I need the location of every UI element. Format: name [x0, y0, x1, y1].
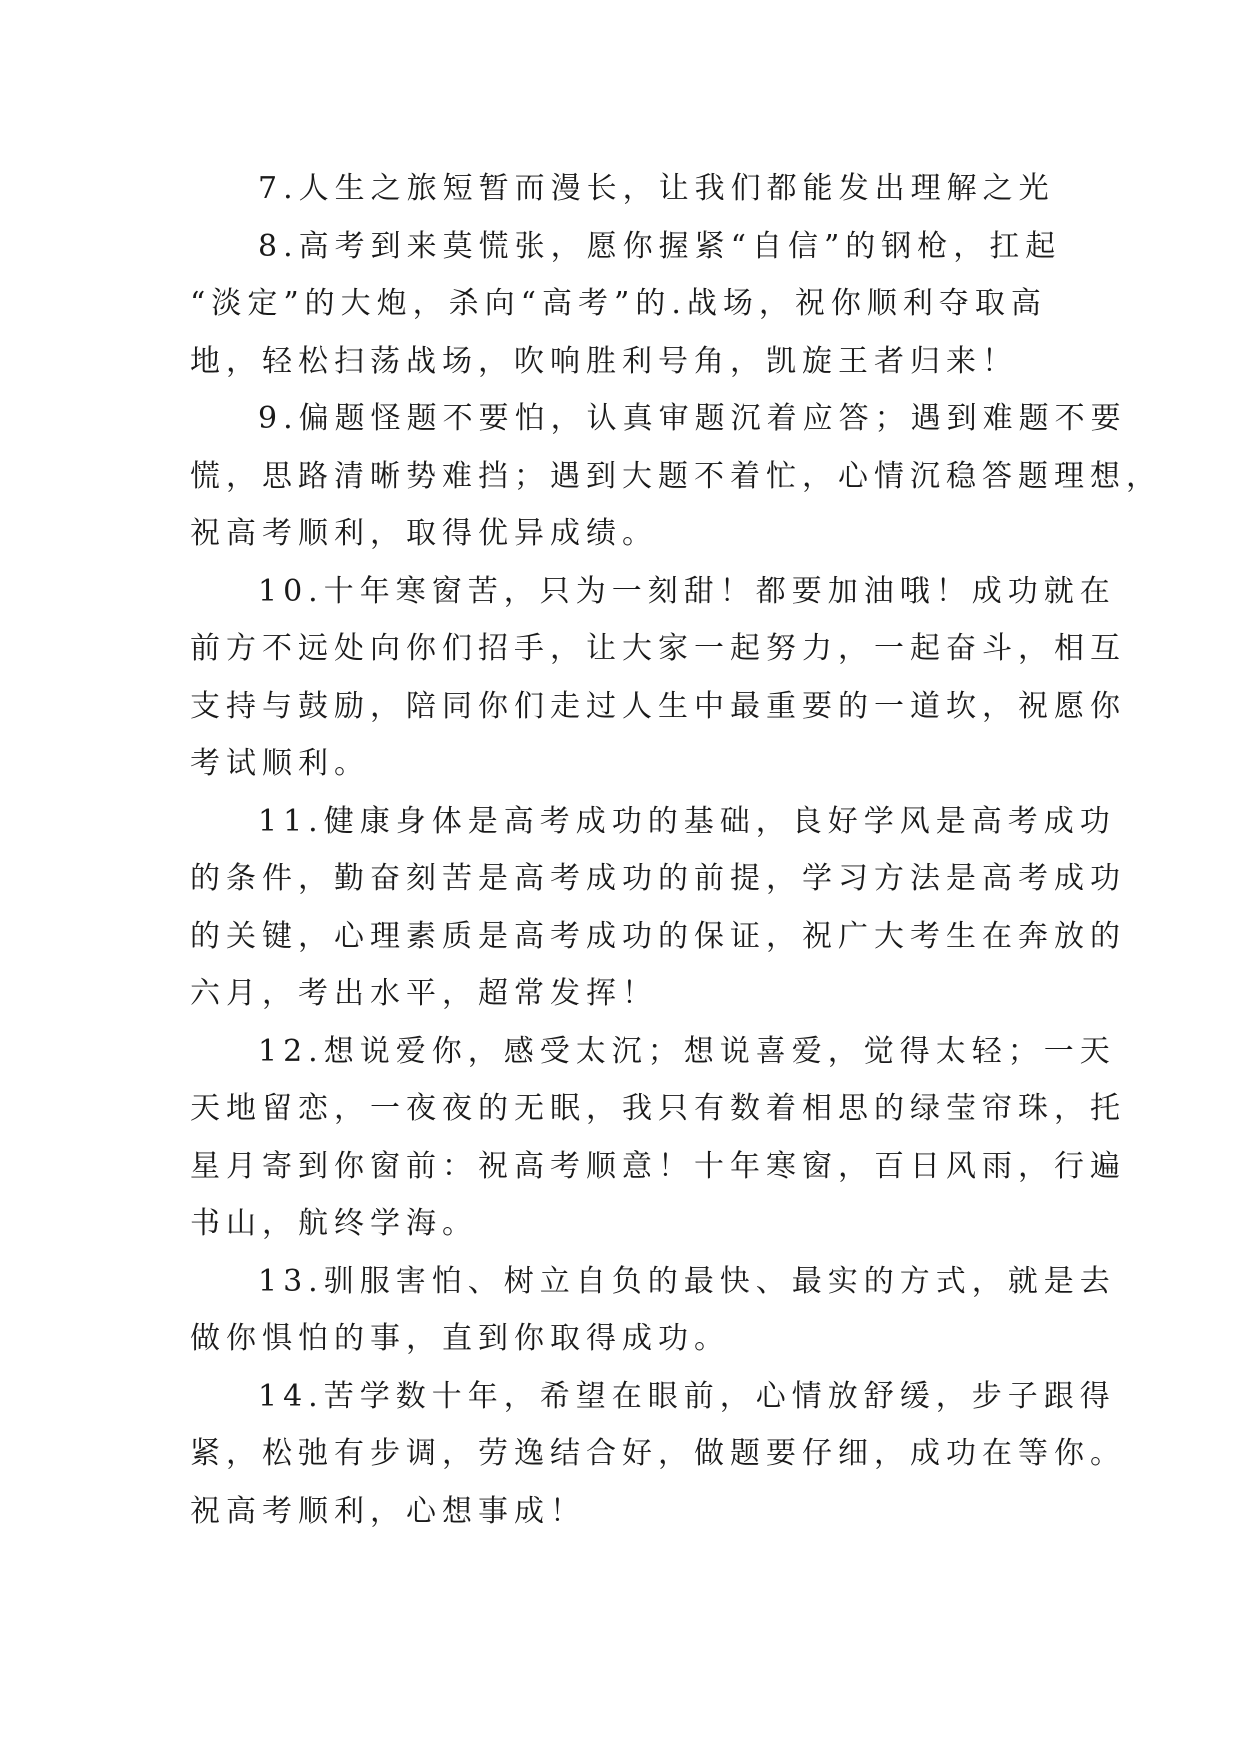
paragraph-line: 7.人生之旅短暂而漫长，让我们都能发出理解之光	[258, 171, 1055, 206]
paragraph-14	[190, 1368, 1126, 1541]
paragraph-10	[190, 563, 1126, 793]
paragraph-line: 9.偏题怪题不要怕，认真审题沉着应答；遇到难题不要	[258, 401, 1127, 436]
paragraph-13	[190, 1253, 1116, 1368]
paragraph-line: 12.想说爱你，感受太沉；想说喜爱，觉得太轻；一天	[258, 1033, 1116, 1069]
paragraph-line: 8.高考到来莫慌张，愿你握紧“自信”的钢枪，扛起	[258, 228, 1062, 264]
paragraph-line: 前方不远处向你们招手，让大家一起努力，一起奋斗，相互	[190, 631, 1126, 666]
paragraph-line: 支持与鼓励，陪同你们走过人生中最重要的一道坎，祝愿你	[190, 688, 1126, 724]
paragraph-line: 10.十年寒窗苦，只为一刻甜！都要加油哦！成功就在	[258, 573, 1116, 609]
paragraph-line: 星月寄到你窗前：祝高考顺意！十年寒窗，百日风雨，行遍	[190, 1148, 1126, 1184]
paragraph-line: “淡定”的大炮，杀向“高考”的.战场，祝你顺利夺取高	[190, 286, 1047, 321]
paragraph-line: 书山，航终学海。	[190, 1206, 478, 1241]
paragraph-line: 14.苦学数十年，希望在眼前，心情放舒缓，步子跟得	[258, 1378, 1116, 1414]
paragraph-12	[190, 1023, 1126, 1253]
paragraph-line: 慌，思路清晰势难挡；遇到大题不着忙，心情沉稳答题理想，	[190, 458, 1162, 494]
paragraph-line: 13.驯服害怕、树立自负的最快、最实的方式，就是去	[258, 1263, 1116, 1299]
paragraph-line: 地，轻松扫荡战场，吹响胜利号角，凯旋王者归来！	[190, 343, 1018, 379]
paragraph-7	[190, 160, 1055, 218]
paragraph-line: 的关键，心理素质是高考成功的保证，祝广大考生在奔放的	[190, 918, 1126, 954]
paragraph-line: 的条件，勤奋刻苦是高考成功的前提，学习方法是高考成功	[190, 861, 1126, 896]
paragraph-8	[190, 218, 1062, 391]
paragraph-line: 天地留恋，一夜夜的无眠，我只有数着相思的绿莹帘珠，托	[190, 1091, 1126, 1126]
paragraph-line: 祝高考顺利，取得优异成绩。	[190, 516, 658, 551]
paragraph-line: 考试顺利。	[190, 746, 370, 781]
paragraph-11	[190, 793, 1126, 1023]
paragraph-line: 祝高考顺利，心想事成！	[190, 1493, 586, 1529]
document-body	[190, 160, 1162, 1540]
paragraph-line: 紧，松弛有步调，劳逸结合好，做题要仔细，成功在等你。	[190, 1436, 1126, 1471]
paragraph-9	[190, 390, 1162, 563]
paragraph-line: 六月，考出水平，超常发挥！	[190, 976, 658, 1011]
paragraph-line: 做你惧怕的事，直到你取得成功。	[190, 1321, 730, 1356]
paragraph-line: 11.健康身体是高考成功的基础，良好学风是高考成功	[258, 803, 1116, 839]
